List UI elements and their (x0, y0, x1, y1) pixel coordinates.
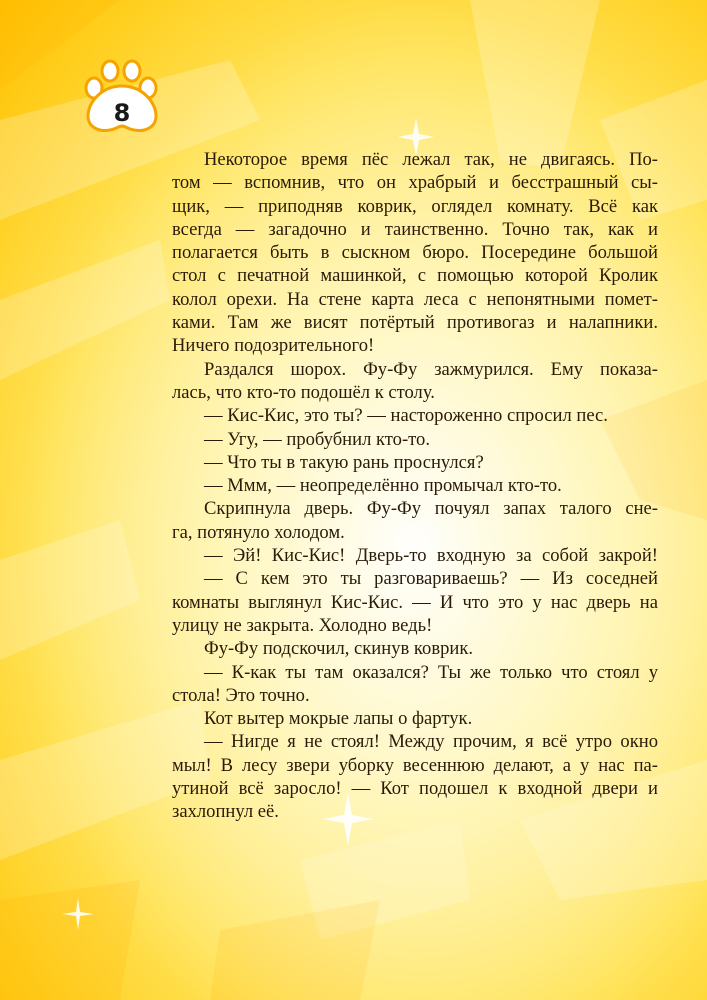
text-line: колол орехи. На стене карта леса с непонятными помет- (172, 288, 658, 310)
text-line: — К-как ты там оказался? Ты же только что стоял у (204, 661, 658, 683)
text-line: Ничего подозрительного! (172, 335, 375, 357)
text-line: захлопнул её. (172, 801, 279, 823)
text-line: — Кис-Кис, это ты? — настороженно спросил пес. (204, 405, 608, 427)
text-line: — Угу, — пробубнил кто-то. (204, 428, 430, 450)
text-line: лась, что кто-то подошёл к столу. (172, 381, 435, 403)
paw-print-icon (82, 58, 162, 136)
text-line: том — вспомнив, что он храбрый и бесстрашный сы- (172, 172, 658, 194)
text-line: Некоторое время пёс лежал так, не двигаясь. По- (204, 149, 658, 170)
text-line: Скрипнула дверь. Фу-Фу почуял запах талого сне- (204, 498, 658, 520)
text-line: улицу не закрыта. Холодно ведь! (172, 614, 433, 636)
text-line: Фу-Фу подскочил, скинув коврик. (204, 638, 474, 660)
text-line: щик, — приподняв коврик, оглядел комнату. Всё как (172, 195, 658, 217)
text-line: стола! Это точно. (172, 684, 310, 706)
text-line: — Что ты в такую рань проснулся? (204, 451, 484, 473)
text-line: полагается быть в сыскном бюро. Посередине большой (172, 242, 658, 264)
text-line: — С кем это ты разговариваешь? — Из соседней (204, 568, 658, 590)
page-number: 8 (113, 99, 131, 127)
text-line: — Ммм, — неопределённо промычал кто-то. (204, 475, 562, 497)
text-line: — Эй! Кис-Кис! Дверь-то входную за собой закрой! (204, 545, 658, 567)
text-line: утиной всё заросло! — Кот подошел к входной двери и (172, 778, 658, 800)
text-line: га, потянуло холодом. (172, 521, 345, 543)
text-line: комнаты выглянул Кис-Кис. — И что это у нас дверь на (172, 591, 658, 613)
text-line: ками. Там же висят потёртый противогаз и налапники. (172, 312, 658, 334)
text-line: Раздался шорох. Фу-Фу зажмурился. Ему показа- (204, 358, 658, 380)
text-line: Кот вытер мокрые лапы о фартук. (204, 708, 473, 730)
text-line: стол с печатной машинкой, с помощью которой Кролик (172, 265, 658, 287)
text-line: — Нигде я не стоял! Между прочим, я всё утро окно (204, 731, 658, 753)
story-text (172, 148, 658, 824)
text-line: всегда — загадочно и таинственно. Точно так, как и (172, 218, 658, 240)
text-line: мыл! В лесу звери уборку весеннюю делают, а у нас па- (172, 754, 658, 776)
